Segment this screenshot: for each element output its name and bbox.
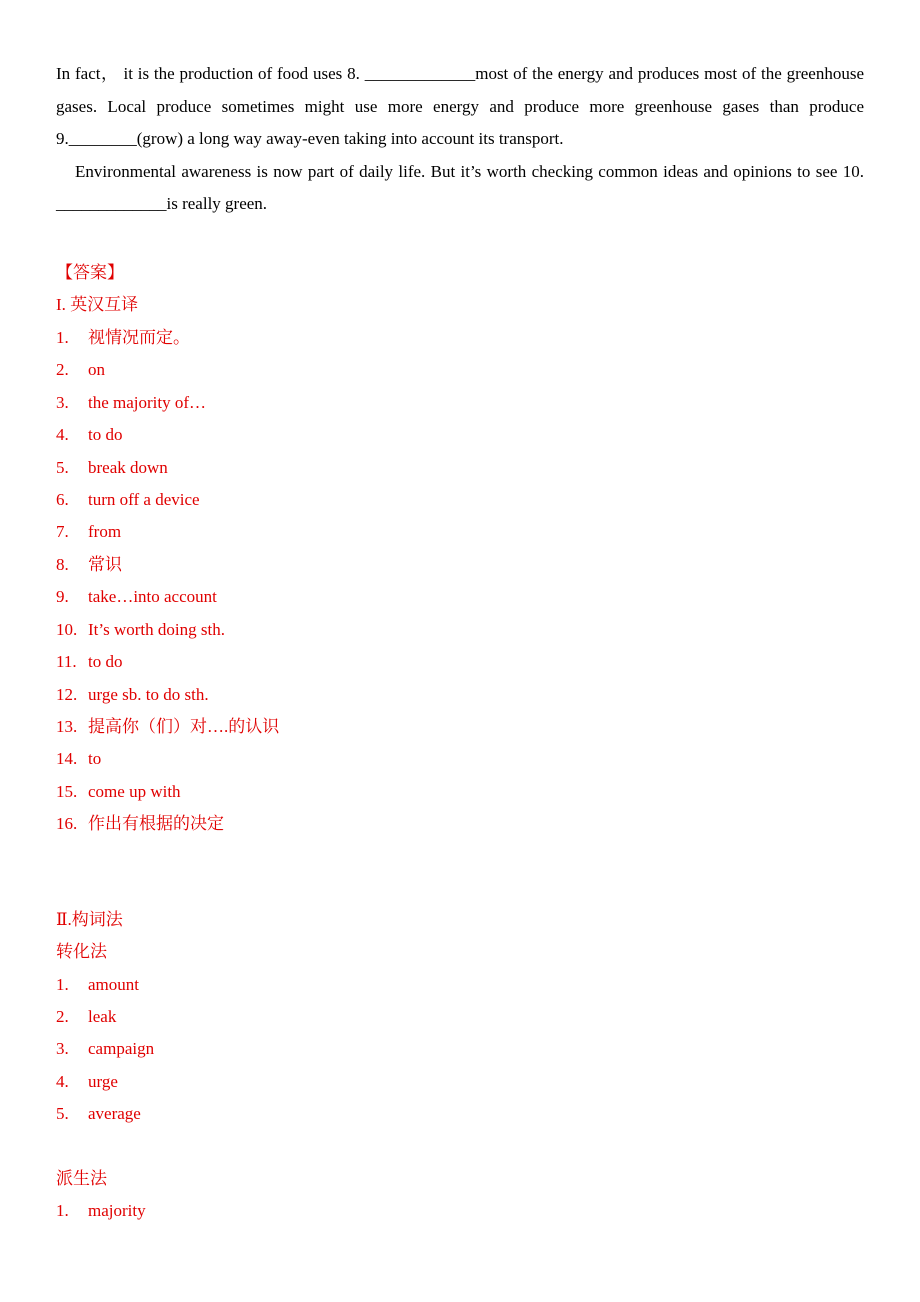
item-text: 常识 (88, 554, 122, 574)
conversion-title: 转化法 (56, 942, 107, 962)
list-item (56, 1195, 864, 1227)
list-item (56, 776, 864, 808)
item-text: 作出有根据的决定 (88, 814, 224, 834)
item-number: 1. (56, 1201, 69, 1221)
item-number: 3. (56, 1039, 69, 1059)
list-item (56, 646, 864, 678)
derivation-list (56, 1195, 864, 1227)
item-text: campaign (88, 1039, 155, 1059)
item-number: 8. (56, 554, 69, 574)
derivation-title: 派生法 (56, 1168, 107, 1188)
item-number: 2. (56, 360, 69, 380)
item-text: to do (88, 425, 123, 445)
list-item (56, 322, 864, 354)
item-number: 15. (56, 781, 78, 801)
list-item (56, 387, 864, 419)
list-item (56, 743, 864, 775)
item-number: 11. (56, 652, 77, 672)
item-text: majority (88, 1201, 146, 1221)
item-number: 9. (56, 587, 69, 607)
passage-paragraph-2: Environmental awareness is now part of daily life. But it’s worth checking common ideas and opinions to see 10. _____________is really green. (56, 161, 864, 214)
list-item (56, 1033, 864, 1065)
list-item (56, 516, 864, 548)
item-number: 14. (56, 749, 78, 769)
list-item (56, 1066, 864, 1098)
item-number: 7. (56, 522, 69, 542)
list-item (56, 1001, 864, 1033)
list-item (56, 614, 864, 646)
item-number: 2. (56, 1007, 69, 1027)
list-item (56, 354, 864, 386)
item-text: 视情况而定。 (88, 327, 190, 347)
item-number: 5. (56, 1104, 69, 1124)
document-page (56, 58, 864, 1228)
item-text: average (88, 1104, 141, 1124)
item-text: turn off a device (88, 489, 200, 509)
list-item (56, 1098, 864, 1130)
item-number: 4. (56, 425, 69, 445)
item-number: 1. (56, 974, 69, 994)
list-item (56, 452, 864, 484)
answer-heading: 【答案】 (56, 262, 124, 282)
item-text: leak (88, 1007, 117, 1027)
list-item (56, 419, 864, 451)
passage-paragraph-1: In fact， it is the production of food uses 8. _____________most of the energy and produces most of the greenhouse gases. Local produce sometimes might use more energy and produce more greenhouse gases than produce 9.________(grow) a long way away-even taking into account its transport. (56, 64, 864, 149)
item-number: 6. (56, 489, 69, 509)
item-text: break down (88, 457, 168, 477)
list-item (56, 581, 864, 613)
item-text: on (88, 360, 105, 380)
list-item (56, 679, 864, 711)
item-text: take…into account (88, 587, 217, 607)
item-number: 5. (56, 457, 69, 477)
item-text: from (88, 522, 122, 542)
list-item (56, 969, 864, 1001)
item-text: to do (88, 652, 123, 672)
item-text: the majority of… (88, 392, 207, 412)
answer-section (56, 257, 864, 1228)
item-text: come up with (88, 781, 181, 801)
item-number: 12. (56, 684, 78, 704)
item-text: to (88, 749, 102, 769)
section-1-list (56, 322, 864, 841)
list-item (56, 808, 864, 840)
item-number: 3. (56, 392, 69, 412)
conversion-list (56, 969, 864, 1131)
item-number: 4. (56, 1071, 69, 1091)
list-item (56, 711, 864, 743)
item-number: 16. (56, 814, 78, 834)
item-number: 13. (56, 717, 78, 737)
item-text: It’s worth doing sth. (88, 619, 225, 639)
item-number: 1. (56, 327, 69, 347)
list-item (56, 549, 864, 581)
item-text: urge sb. to do sth. (88, 684, 209, 704)
item-number: 10. (56, 619, 78, 639)
item-text: amount (88, 974, 139, 994)
item-text: urge (88, 1071, 118, 1091)
item-text: 提高你（们）对….的认识 (88, 717, 280, 737)
list-item (56, 484, 864, 516)
section-2-title: Ⅱ.构词法 (56, 909, 123, 929)
section-1-title: I. 英汉互译 (56, 295, 139, 315)
